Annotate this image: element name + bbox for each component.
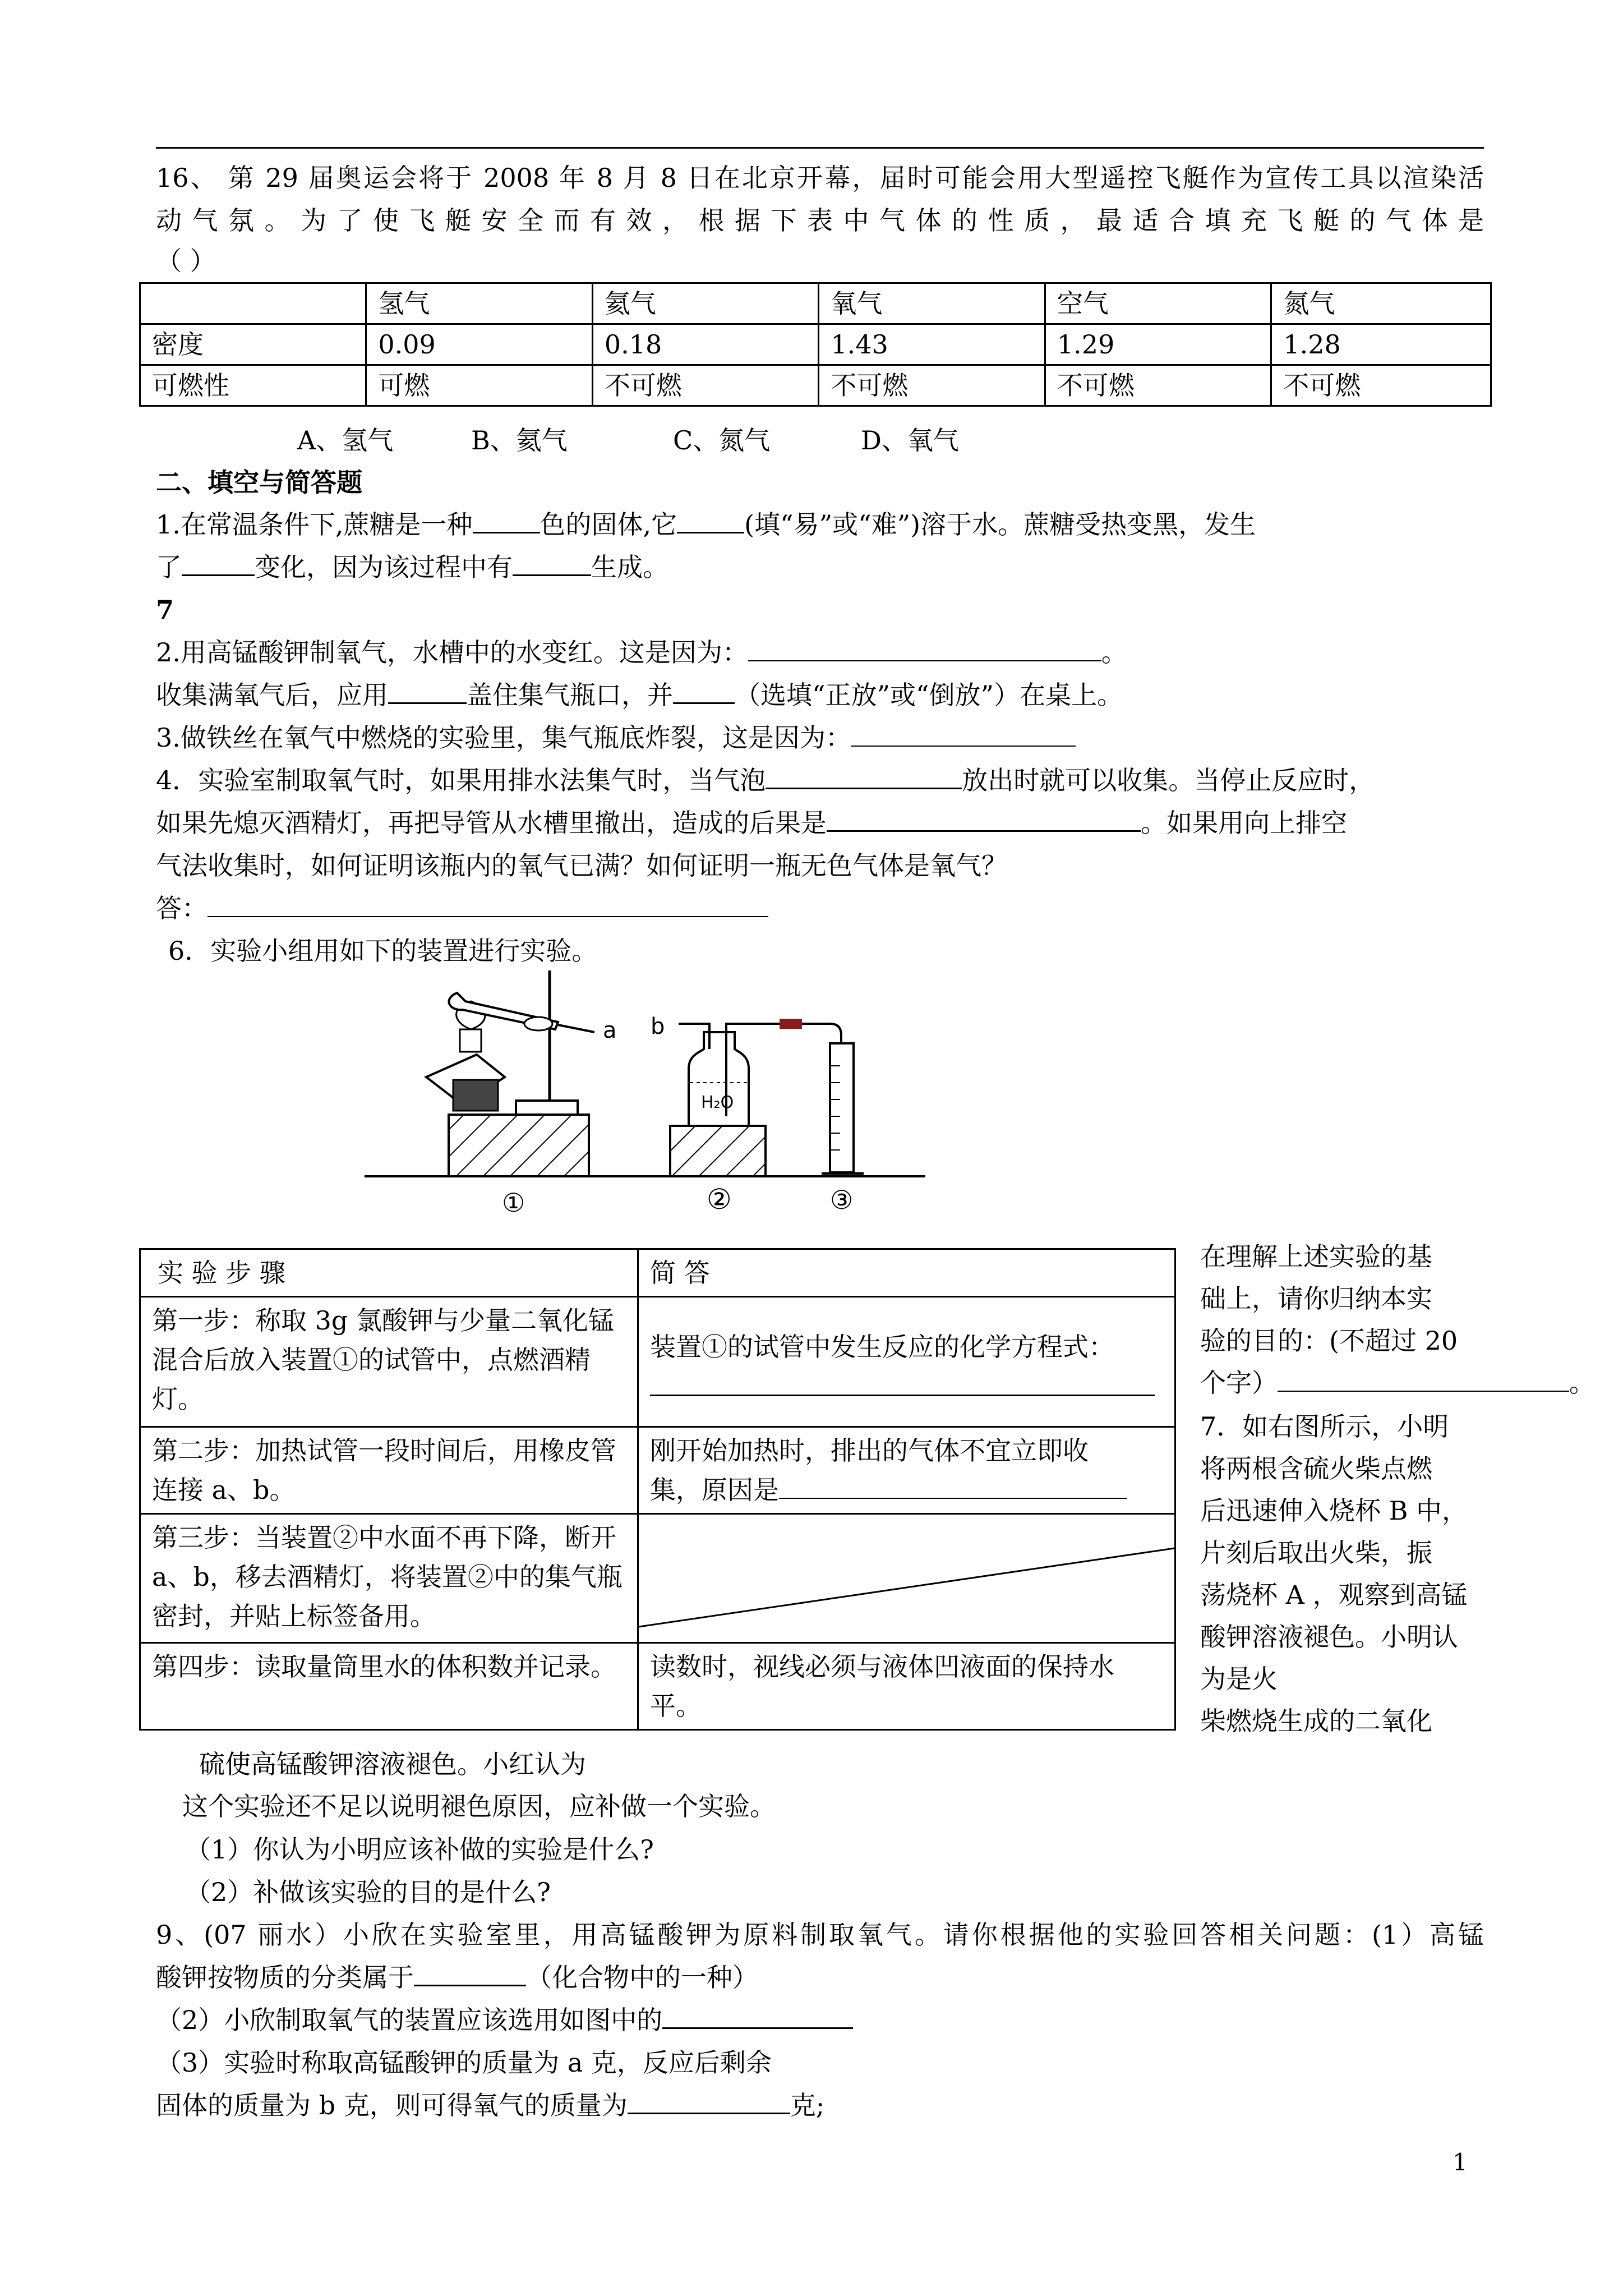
answer-1-cell: [638, 1297, 1175, 1427]
table-header-row: [140, 1249, 1175, 1297]
answer-4-cell: 读数时，视线必须与液体凹液面的保持水平。: [638, 1643, 1175, 1730]
q9-text: 酸钾按物质的分类属于: [156, 1962, 414, 1993]
q16-line1: 16、 第 29 届奥运会将于 2008 年 8 月 8 日在北京开幕，届时可能会用大型遥控飞艇作为宣传工具以渲染活: [156, 163, 1484, 193]
q2-line1: [156, 633, 1127, 672]
q6-side-line: 在理解上述实验的基: [1200, 1241, 1432, 1272]
q9-blank-mass[interactable]: [628, 2087, 790, 2114]
table-cell: 0.18: [592, 324, 819, 365]
table-cell: 不可燃: [1271, 365, 1491, 406]
q1-line1: [156, 505, 1484, 544]
diagonal-strike: [639, 1515, 1176, 1641]
q3-text: 3.做铁丝在氧气中燃烧的实验里，集气瓶底炸裂，这是因为：: [156, 723, 851, 753]
q1-text: 1.在常温条件下,蔗糖是一种: [156, 509, 473, 540]
q16-option-d: D、氧气: [861, 425, 959, 455]
table-row: [140, 1427, 1175, 1514]
table-cell: 密度: [140, 324, 366, 365]
answer-2-line: [650, 1470, 1163, 1510]
q4-line3: 气法收集时，如何证明该瓶内的氧气已满？如何证明一瓶无色气体是氧气？: [156, 850, 1007, 881]
q2-blank-placement[interactable]: [673, 677, 735, 704]
table-cell: 氢气: [366, 283, 593, 324]
q9-text: 固体的质量为 b 克，则可得氧气的质量为: [156, 2090, 628, 2120]
q7-side-line: 柴燃烧生成的二氧化: [1200, 1706, 1432, 1736]
q7-side-line: 片刻后取出火柴，振: [1200, 1538, 1432, 1568]
q7-side-line: 为是火: [1200, 1664, 1278, 1694]
q9-line1: 9、(07 丽水）小欣在实验室里，用高锰酸钾为原料制取氧气。请你根据他的实验回答相关问题：(1）高锰: [156, 1920, 1484, 1950]
q9-text: 克;: [790, 2090, 825, 2120]
table-row: [140, 1297, 1175, 1427]
q9-line4: （3）实验时称取高锰酸钾的质量为 a 克，反应后剩余: [156, 2047, 772, 2078]
table-cell: 不可燃: [819, 365, 1045, 406]
q7-marker: 7: [156, 595, 174, 625]
q4-line4: [156, 889, 768, 928]
q6-side-text: 。: [1569, 1368, 1595, 1398]
apparatus-figure: [365, 970, 953, 1217]
q1-blank-product[interactable]: [513, 549, 591, 576]
table-cell: 可燃性: [140, 365, 366, 406]
q2-blank-cover[interactable]: [388, 677, 467, 704]
q1-text: 生成。: [591, 552, 668, 582]
label-3: ③: [830, 1185, 854, 1215]
table-header-row: [140, 283, 1491, 324]
q16-option-b: B、氦气: [471, 425, 568, 455]
table-row: [140, 324, 1491, 365]
table-cell: 不可燃: [1045, 365, 1271, 406]
q7-side-line: 荡烧杯 A ，观察到高锰: [1200, 1580, 1468, 1610]
step-2-cell: 第二步：加热试管一段时间后，用橡皮管连接 a、b。: [140, 1427, 638, 1514]
q2-text: 盖住集气瓶口，并: [467, 680, 673, 710]
table-cell: 氮气: [1271, 283, 1491, 324]
section-title: 二、填空与简答题: [156, 467, 362, 498]
table-cell: 可燃: [366, 365, 593, 406]
label-1: ①: [502, 1188, 525, 1217]
gas-property-table: [139, 282, 1492, 407]
q9-blank-classification[interactable]: [414, 1959, 526, 1986]
answer-2-blank[interactable]: [779, 1472, 1127, 1499]
table-row: [140, 365, 1491, 406]
q2-text: 2.用高锰酸钾制氧气，水槽中的水变红。这是因为：: [156, 637, 748, 668]
q4-text: 4．实验室制取氧气时，如果用排水法集气时，当气泡: [156, 765, 766, 795]
q16-option-c: C、氮气: [673, 425, 771, 455]
step-3-cell: 第三步：当装置②中水面不再下降，断开 a、b，移去酒精灯，将装置②中的集气瓶密封，并贴上标签备用。: [140, 1514, 638, 1643]
experiment-steps-table: [139, 1248, 1176, 1731]
table-cell: 1.29: [1045, 324, 1271, 365]
q1-text: 变化，因为该过程中有: [255, 552, 513, 582]
answer-2-text: 刚开始加热时，排出的气体不宜立即收: [650, 1435, 1089, 1466]
q2-text: （选填“正放”或“倒放”）在桌上。: [735, 680, 1123, 710]
q1-line2: [156, 547, 668, 587]
q4-answer-label: 答：: [156, 893, 208, 923]
header-rule: [156, 147, 1484, 149]
q16-option-a: A、氢气: [297, 425, 394, 455]
q4-line1: [156, 761, 1375, 800]
table-cell: 空气: [1045, 283, 1271, 324]
q4-text: 如果先熄灭酒精灯，再把导管从水槽里撤出，造成的后果是: [156, 808, 827, 838]
q1-blank-change[interactable]: [182, 549, 255, 576]
label-a: a: [603, 1018, 617, 1043]
label-2: ②: [707, 1183, 732, 1216]
q6-side-line: 础上，请你归纳本实: [1200, 1283, 1432, 1314]
q4-text: 。如果用向上排空: [1141, 808, 1347, 838]
q1-blank-solubility[interactable]: [677, 506, 744, 533]
q4-text: 放出时就可以收集。当停止反应时，: [962, 765, 1375, 795]
step-1-cell: 第一步：称取 3g 氯酸钾与少量二氧化锰混合后放入装置①的试管中，点燃酒精灯。: [140, 1297, 638, 1427]
label-b: b: [651, 1014, 665, 1039]
answer-3-cell: [638, 1514, 1175, 1643]
step-4-cell: 第四步：读取量筒里水的体积数并记录。: [140, 1643, 638, 1730]
q4-answer-blank[interactable]: [208, 890, 768, 917]
answers-header-cell: 简 答: [638, 1249, 1175, 1297]
q9-line3: [156, 2000, 853, 2040]
q4-blank-bubble[interactable]: [766, 762, 962, 789]
q7-side-line: 后迅速伸入烧杯 B 中，: [1200, 1496, 1468, 1526]
table-row: [140, 1514, 1175, 1643]
q7-side-line: 将两根含硫火柴点燃: [1200, 1453, 1432, 1484]
q2-blank-reason[interactable]: [748, 634, 1101, 661]
water-label: H₂O: [701, 1093, 734, 1112]
table-cell: 0.09: [366, 324, 593, 365]
q7-side-line: 酸钾溶液褪色。小明认: [1200, 1622, 1458, 1652]
q6-title: 6．实验小组用如下的装置进行实验。: [168, 936, 598, 966]
q16-line2: 动气氛。为了使飞艇安全而有效，根据下表中气体的性质，最适合填充飞艇的气体是: [156, 205, 1484, 236]
table-row: [140, 1643, 1175, 1730]
answer-2-text: 集，原因是: [650, 1475, 779, 1505]
q3-blank[interactable]: [851, 720, 1076, 747]
q3-line: [156, 718, 1076, 757]
q7-line4: （2）补做该实验的目的是什么?: [185, 1877, 551, 1907]
answer-1-blank[interactable]: [650, 1372, 1155, 1396]
q16-line3: （ ）: [156, 246, 216, 276]
q7-line2: 这个实验还不足以说明褪色原因，应补做一个实验。: [182, 1791, 776, 1821]
q7-side-line: 7．如右图所示，小明: [1200, 1411, 1449, 1442]
answer-1-text: 装置①的试管中发生反应的化学方程式：: [650, 1332, 1114, 1362]
q1-text: 色的固体,它: [540, 509, 677, 540]
q7-line3: （1）你认为小明应该补做的实验是什么?: [185, 1834, 654, 1865]
q2-text: 。: [1101, 637, 1127, 668]
answer-2-cell: [638, 1427, 1175, 1514]
q1-blank-color[interactable]: [473, 506, 540, 533]
q2-text: 收集满氧气后，应用: [156, 680, 388, 710]
q6-purpose-blank[interactable]: [1278, 1365, 1569, 1392]
table-cell: 氦气: [592, 283, 819, 324]
table-cell: 氧气: [819, 283, 1045, 324]
q4-line2: [156, 803, 1347, 843]
table-cell: 不可燃: [592, 365, 819, 406]
table-cell: [140, 283, 366, 324]
q6-side-line: 验的目的：(不超过 20: [1200, 1326, 1458, 1356]
q6-side-line: [1200, 1363, 1595, 1402]
table-cell: 1.43: [819, 324, 1045, 365]
table-cell: 1.28: [1271, 324, 1491, 365]
q1-text: 了: [156, 552, 182, 582]
q9-line5: [156, 2086, 824, 2125]
q2-line2: [156, 675, 1123, 715]
q9-text: （化合物中的一种）: [526, 1962, 758, 1993]
q9-text: （2）小欣制取氧气的装置应该选用如图中的: [156, 2005, 663, 2035]
q6-side-text: 个字）: [1200, 1368, 1278, 1398]
q9-blank-apparatus[interactable]: [662, 2001, 853, 2029]
q1-text: (填“易”或“难”)溶于水。蔗糖受热变黑，发生: [744, 509, 1256, 540]
q7-line1: 硫使高锰酸钾溶液褪色。小红认为: [199, 1749, 586, 1779]
q4-blank-consequence[interactable]: [827, 804, 1141, 832]
q9-line2: [156, 1958, 758, 1997]
steps-header-cell: 实 验 步 骤: [140, 1249, 638, 1297]
page-number: 1: [1453, 2148, 1468, 2176]
